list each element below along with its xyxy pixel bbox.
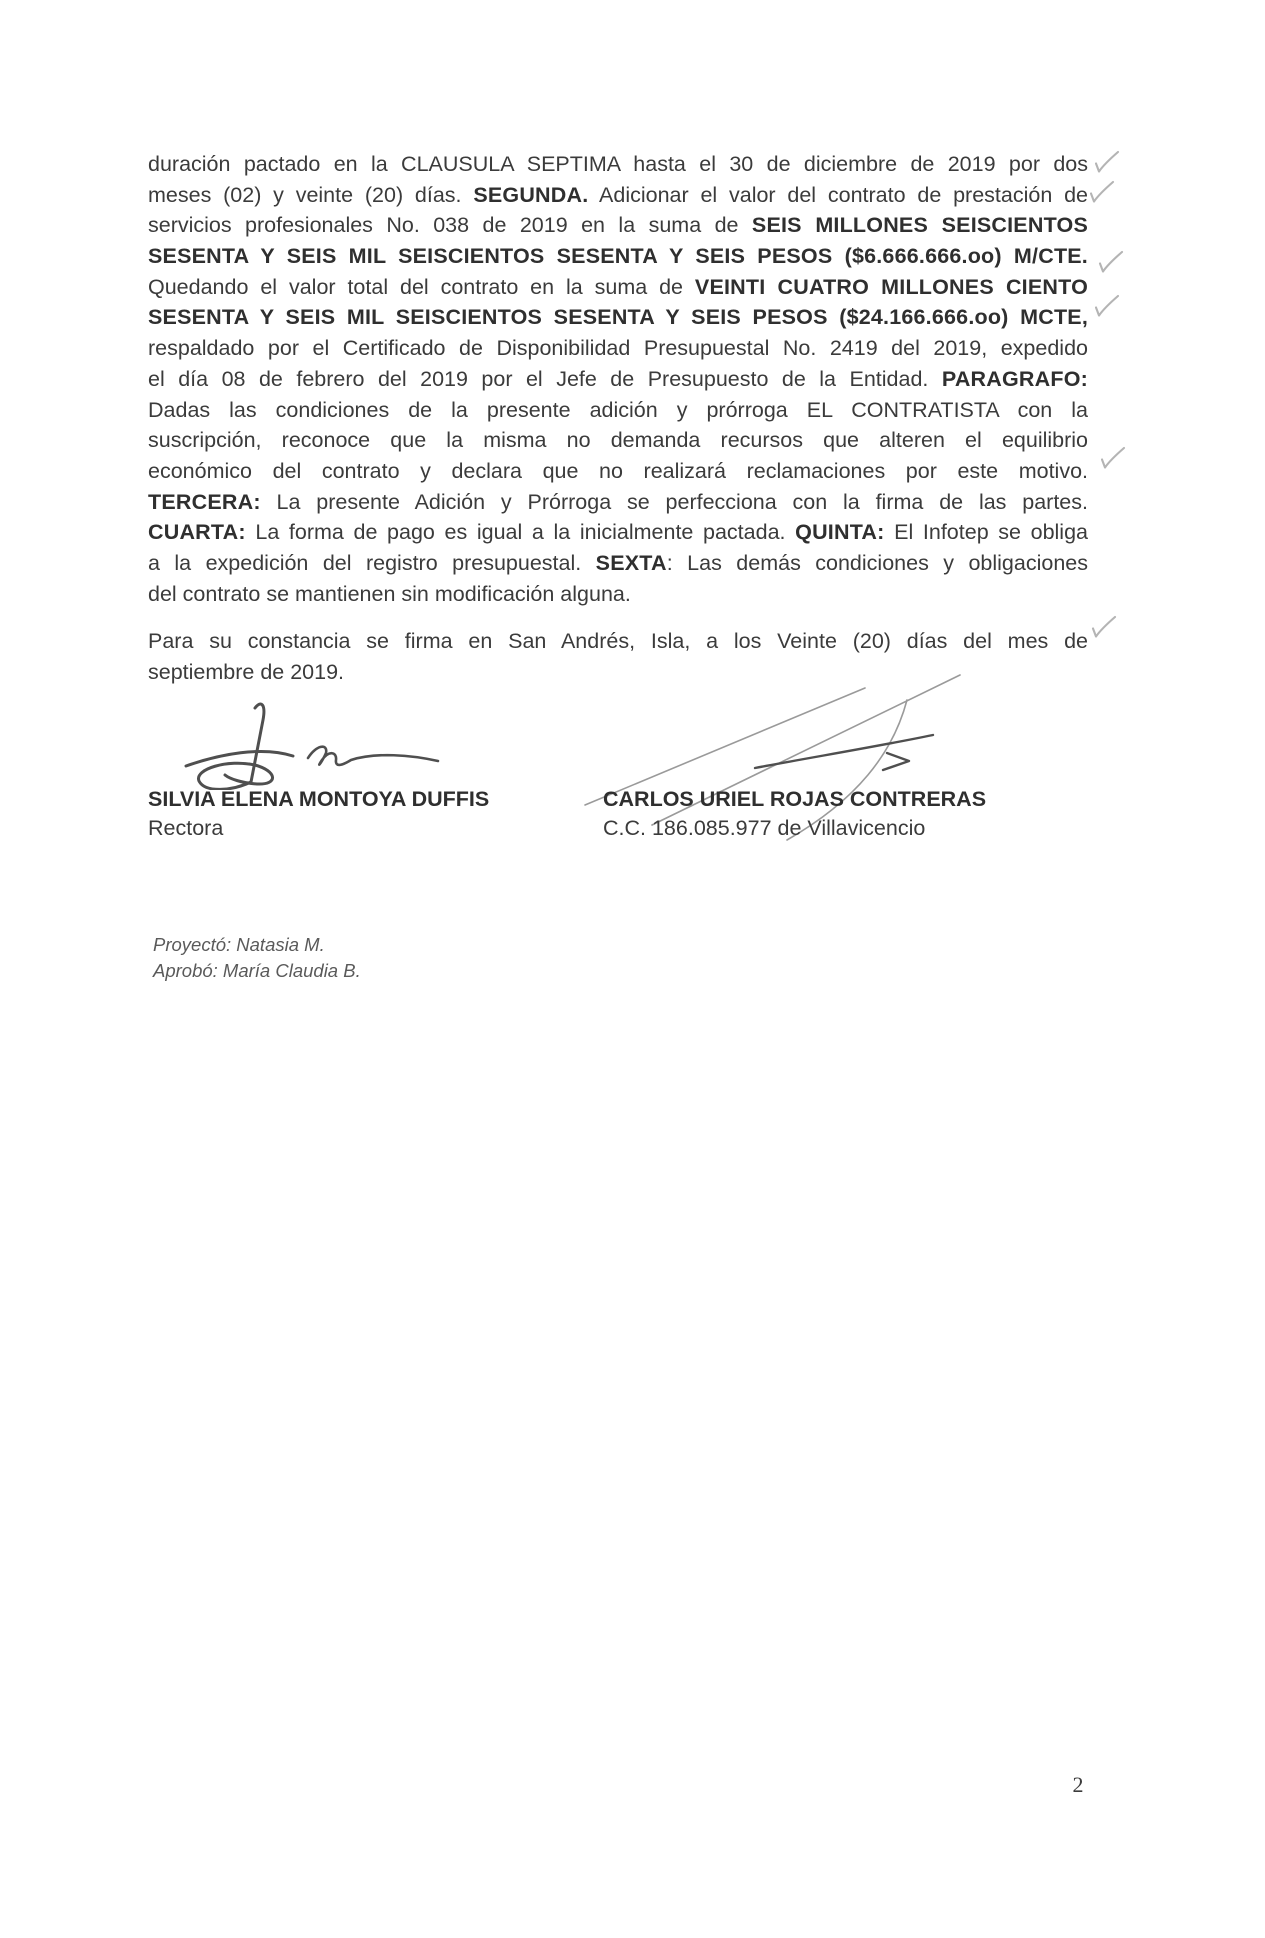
bold-text-segment: PARAGRAFO: <box>941 366 1088 391</box>
checkmark-annotation-icon <box>1093 150 1120 175</box>
signatory-right-id: C.C. 186.085.977 de Villavicencio <box>603 815 926 840</box>
signatory-right-name: CARLOS URIEL ROJAS CONTRERAS <box>603 787 987 811</box>
bold-text-segment: SEGUNDA. <box>473 182 589 207</box>
bold-text-segment: SEIS MILLONES SEISCIENTOS <box>751 213 1088 238</box>
document-body <box>148 149 1088 688</box>
text-line <box>148 425 1088 456</box>
signatory-left-name: SILVIA ELENA MONTOYA DUFFIS <box>148 787 490 811</box>
signatory-right <box>603 785 986 842</box>
text-segment: Dadas las condiciones de la presente adición y prórroga EL CONTRATISTA con la <box>148 397 1088 422</box>
signatory-left <box>148 785 489 842</box>
text-line <box>148 333 1088 364</box>
text-segment: Quedando el valor total del contrato en la suma de <box>148 274 695 299</box>
bold-text-segment: VEINTI CUATRO MILLONES CIENTO <box>694 274 1088 299</box>
bold-text-segment: QUINTA: <box>795 520 885 545</box>
bold-text-segment: SESENTA Y SEIS MIL SEISCIENTOS SESENTA Y SEIS PESOS ($24.166.666.oo) MCTE, <box>148 305 1088 330</box>
checkmark-annotation-icon <box>1090 615 1117 640</box>
text-segment: servicios profesionales No. 038 de 2019 en la suma de <box>148 213 752 238</box>
checkmark-annotation-icon <box>1099 446 1126 471</box>
footer-aprobo: Aprobó: María Claudia B. <box>153 960 361 981</box>
text-segment: La forma de pago es igual a la inicialmente pactada. <box>245 520 796 545</box>
footer-annotations <box>153 932 361 984</box>
text-line <box>148 456 1088 487</box>
text-segment: respaldado por el Certificado de Disponibilidad Presupuestal No. 2419 del 2019, expedido <box>148 336 1088 361</box>
text-line <box>148 579 1088 610</box>
bold-text-segment: TERCERA: <box>148 489 261 514</box>
text-segment: duración pactado en la CLAUSULA SEPTIMA hasta el 30 de diciembre de 2019 por dos <box>148 152 1088 176</box>
bold-text-segment: SESENTA Y SEIS MIL SEISCIENTOS SESENTA Y SEIS PESOS ($6.666.666.oo) M/CTE. <box>148 244 1088 269</box>
text-segment: económico del contrato y declara que no realizará reclamaciones por este motivo. <box>148 458 1088 483</box>
text-segment: el día 08 de febrero del 2019 por el Jefe de Presupuesto de la Entidad. <box>148 366 942 391</box>
page-number: 2 <box>1072 1772 1084 1797</box>
signatory-left-title: Rectora <box>148 815 224 840</box>
paragraph <box>148 149 1088 609</box>
text-line <box>148 517 1088 548</box>
text-line <box>148 149 1088 180</box>
text-segment: : Las demás condiciones y obligaciones <box>666 550 1088 575</box>
checkmark-annotation-icon <box>1093 294 1120 319</box>
text-segment: suscripción, reconoce que la misma no demanda recursos que alteren el equilibrio <box>148 428 1088 453</box>
bold-text-segment: SEXTA <box>595 550 667 575</box>
text-line <box>148 210 1088 241</box>
text-segment: septiembre de 2019. <box>148 660 345 684</box>
text-segment: a la expedición del registro presupuestal. <box>148 550 596 575</box>
text-segment: La presente Adición y Prórroga se perfecciona con la firma de las partes. <box>260 489 1088 514</box>
text-line <box>148 395 1088 426</box>
text-line <box>148 241 1088 272</box>
text-segment: meses (02) y veinte (20) días. <box>148 182 474 207</box>
text-line <box>148 302 1088 333</box>
checkmark-annotation-icon <box>1088 180 1115 205</box>
text-segment: El Infotep se obliga <box>884 520 1088 545</box>
text-line <box>148 272 1088 303</box>
text-segment: Para su constancia se firma en San Andrés, Isla, a los Veinte (20) días del mes de <box>148 629 1088 654</box>
footer-proyecto: Proyectó: Natasia M. <box>153 934 325 955</box>
text-line <box>148 180 1088 211</box>
bold-text-segment: CUARTA: <box>148 520 246 545</box>
text-line <box>148 487 1088 518</box>
text-line <box>148 364 1088 395</box>
signature-scribble-left <box>180 698 445 790</box>
text-segment: del contrato se mantienen sin modificación alguna. <box>148 581 631 606</box>
text-line <box>148 548 1088 579</box>
checkmark-annotation-icon <box>1097 250 1124 275</box>
text-segment: Adicionar el valor del contrato de prestación de <box>588 182 1088 207</box>
